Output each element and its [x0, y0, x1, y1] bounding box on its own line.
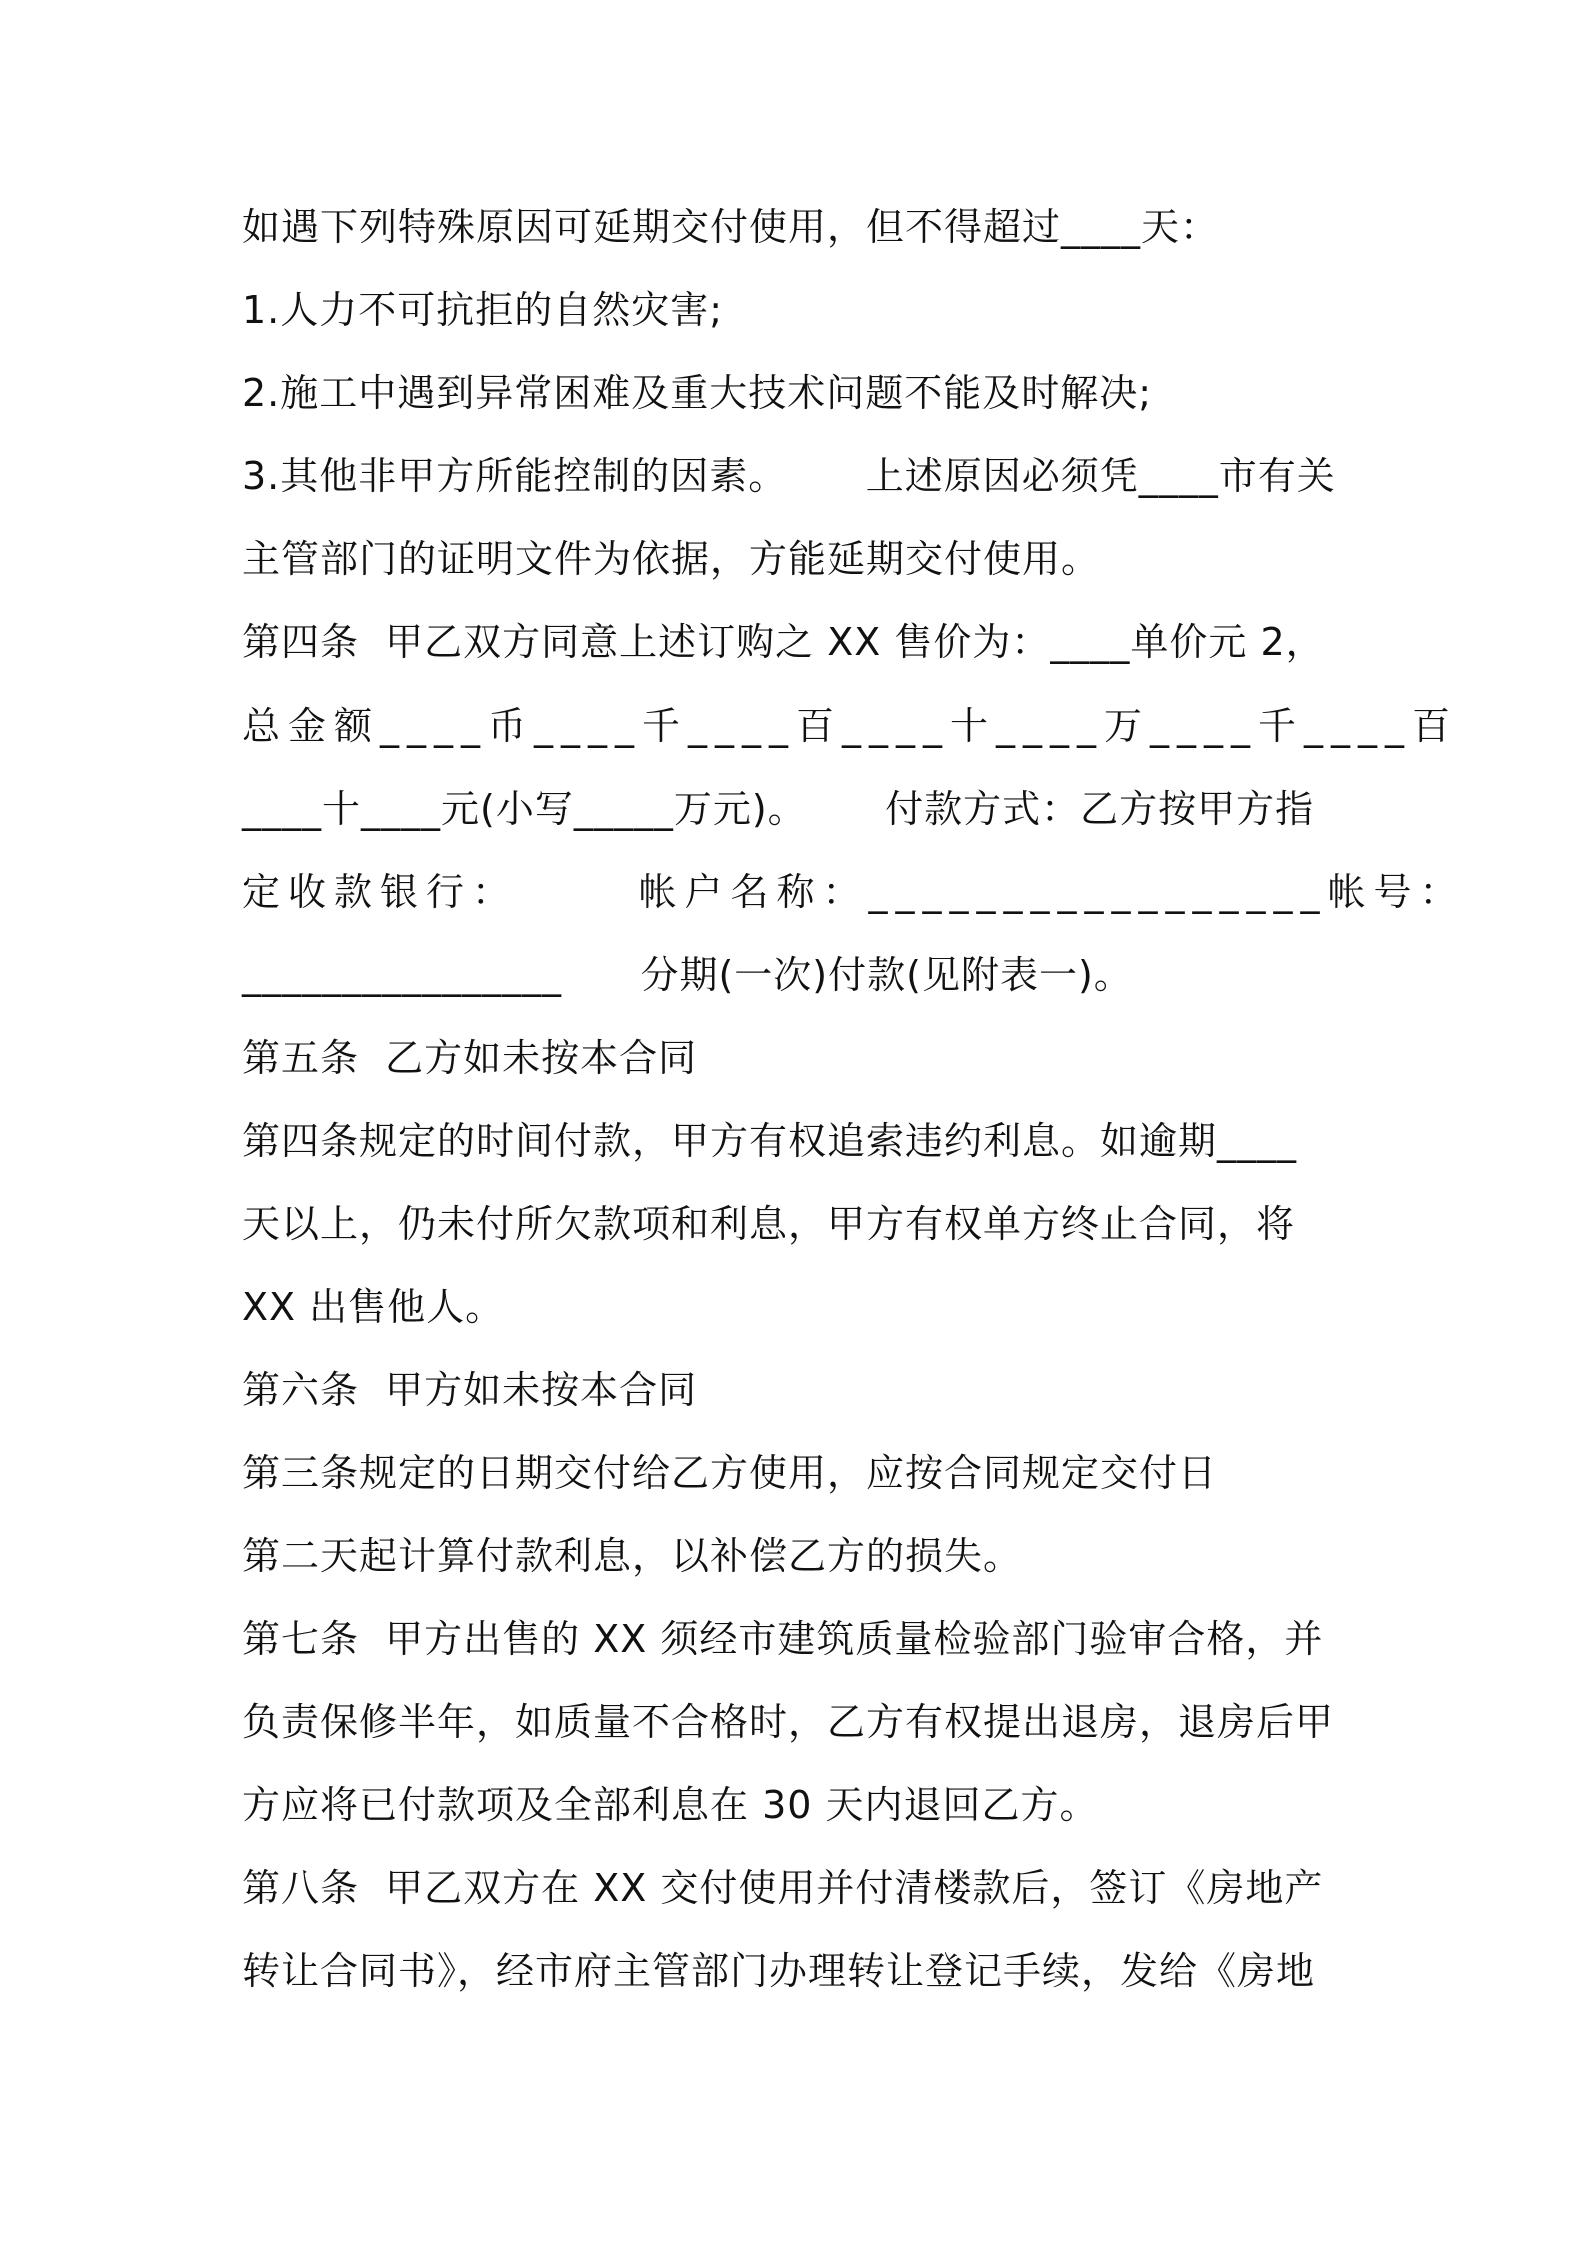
text-line: 第四条 甲乙双方同意上述订购之 XX 售价为：____单价元 2，	[242, 620, 1325, 664]
text-line: 2.施工中遇到异常困难及重大技术问题不能及时解决;	[242, 371, 1153, 415]
text-line: 1.人力不可抗拒的自然灾害;	[242, 288, 724, 332]
text-line: XX 出售他人。	[242, 1285, 505, 1329]
text-line: ________________ 分期(一次)付款(见附表一)。	[242, 953, 1133, 997]
text-line: 方应将已付款项及全部利息在 30 天内退回乙方。	[242, 1783, 1099, 1827]
text-line: 第二天起计算付款利息，以补偿乙方的损失。	[242, 1534, 1023, 1578]
text-line: 第三条规定的日期交付给乙方使用，应按合同规定交付日	[242, 1451, 1218, 1495]
text-line: 转让合同书》，经市府主管部门办理转让登记手续，发给《房地	[242, 1949, 1316, 1993]
text-line: 第六条 甲方如未按本合同	[242, 1368, 698, 1412]
text-line: 定收款银行： 帐户名称：_________________帐号：	[242, 870, 1466, 914]
text-line: 如遇下列特殊原因可延期交付使用，但不得超过____天：	[242, 205, 1220, 249]
text-line: 第八条 甲乙双方在 XX 交付使用并付清楼款后，签订《房地产	[242, 1866, 1324, 1910]
text-line: 3.其他非甲方所能控制的因素。 上述原因必须凭____市有关	[242, 454, 1336, 498]
text-line: 第四条规定的时间付款，甲方有权追索违约利息。如逾期____	[242, 1119, 1298, 1163]
text-line: 负责保修半年，如质量不合格时，乙方有权提出退房，退房后甲	[242, 1700, 1335, 1744]
text-line: ____十____元(小写_____万元)。 付款方式：乙方按甲方指	[242, 787, 1315, 831]
text-line: 总金额____币____千____百____十____万____千____百	[242, 704, 1459, 748]
text-line: 主管部门的证明文件为依据，方能延期交付使用。	[242, 537, 1101, 581]
text-line: 第五条 乙方如未按本合同	[242, 1036, 698, 1080]
text-line: 第七条 甲方出售的 XX 须经市建筑质量检验部门验审合格，并	[242, 1617, 1324, 1661]
text-line: 天以上，仍未付所欠款项和利息，甲方有权单方终止合同，将	[242, 1202, 1296, 1246]
